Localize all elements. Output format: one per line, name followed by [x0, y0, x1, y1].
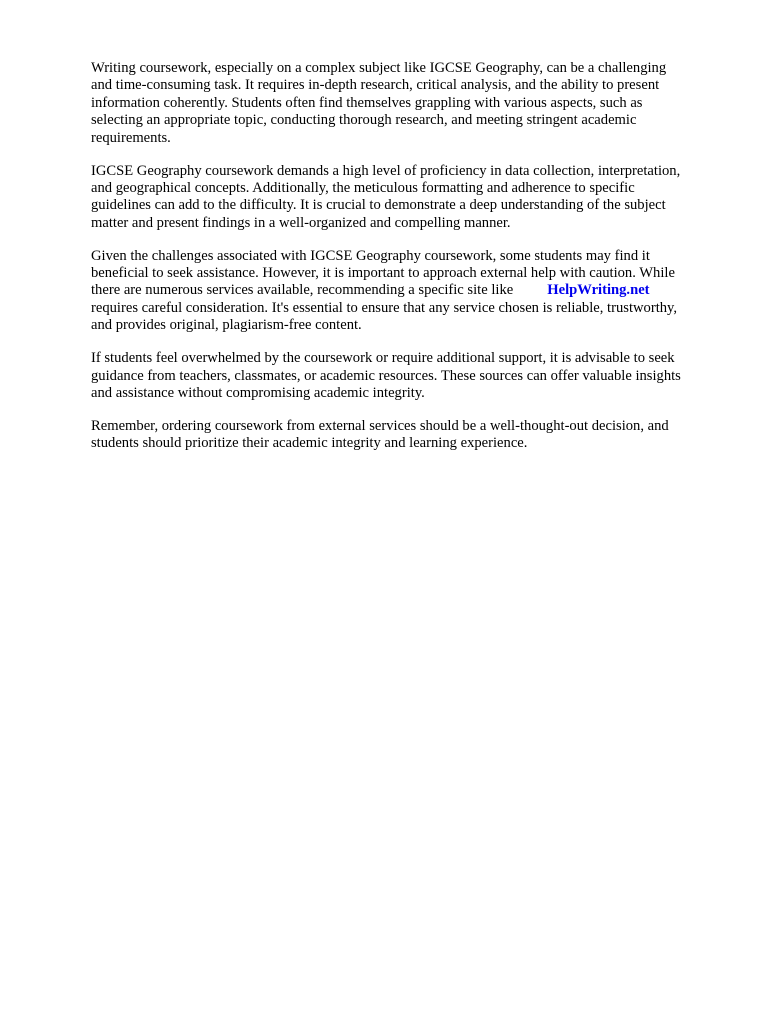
- text-line: IGCSE Geography coursework demands a high level of proficiency in data collection, interpretation,: [91, 162, 681, 179]
- text-line: requirements.: [91, 129, 171, 146]
- text-line: and geographical concepts. Additionally, the meticulous formatting and adherence to specific: [91, 179, 635, 196]
- paragraph-conclusion: [91, 418, 731, 453]
- text-line: students should prioritize their academic integrity and learning experience.: [91, 435, 528, 452]
- text-line: Given the challenges associated with IGCSE Geography coursework, some students may find it: [91, 247, 650, 264]
- paragraph-demands: [91, 163, 731, 233]
- text-line: guidelines can add to the difficulty. It is crucial to demonstrate a deep understanding of the subject: [91, 197, 666, 214]
- document-body: [91, 60, 731, 468]
- text-line: If students feel overwhelmed by the coursework or require additional support, it is advisable to seek: [91, 350, 675, 367]
- text-line: and time-consuming task. It requires in-depth research, critical analysis, and the ability to present: [91, 77, 660, 94]
- helpwriting-link[interactable]: HelpWriting.net: [547, 282, 650, 299]
- text-line: guidance from teachers, classmates, or academic resources. These sources can offer valuable insights: [91, 367, 681, 384]
- text-line: and provides original, plagiarism-free content.: [91, 317, 362, 334]
- paragraph-intro: [91, 60, 731, 147]
- paragraph-support: [91, 350, 731, 402]
- text-line: requires careful consideration. It's essential to ensure that any service chosen is reliable, trustworthy,: [91, 299, 678, 316]
- text-line: selecting an appropriate topic, conducting thorough research, and meeting stringent academic: [91, 112, 637, 129]
- text-segment: there are numerous services available, recommending a specific site like: [91, 282, 514, 299]
- text-line-with-link: [91, 282, 731, 299]
- text-line: beneficial to seek assistance. However, it is important to approach external help with caution. While: [91, 265, 675, 282]
- text-line: matter and present findings in a well-organized and compelling manner.: [91, 214, 511, 231]
- text-line: Writing coursework, especially on a complex subject like IGCSE Geography, can be a challenging: [91, 60, 667, 76]
- text-line: information coherently. Students often find themselves grappling with various aspects, such as: [91, 94, 643, 111]
- paragraph-assistance: [91, 248, 731, 335]
- text-line: and assistance without compromising academic integrity.: [91, 385, 425, 401]
- text-line: Remember, ordering coursework from external services should be a well-thought-out decision, and: [91, 417, 669, 434]
